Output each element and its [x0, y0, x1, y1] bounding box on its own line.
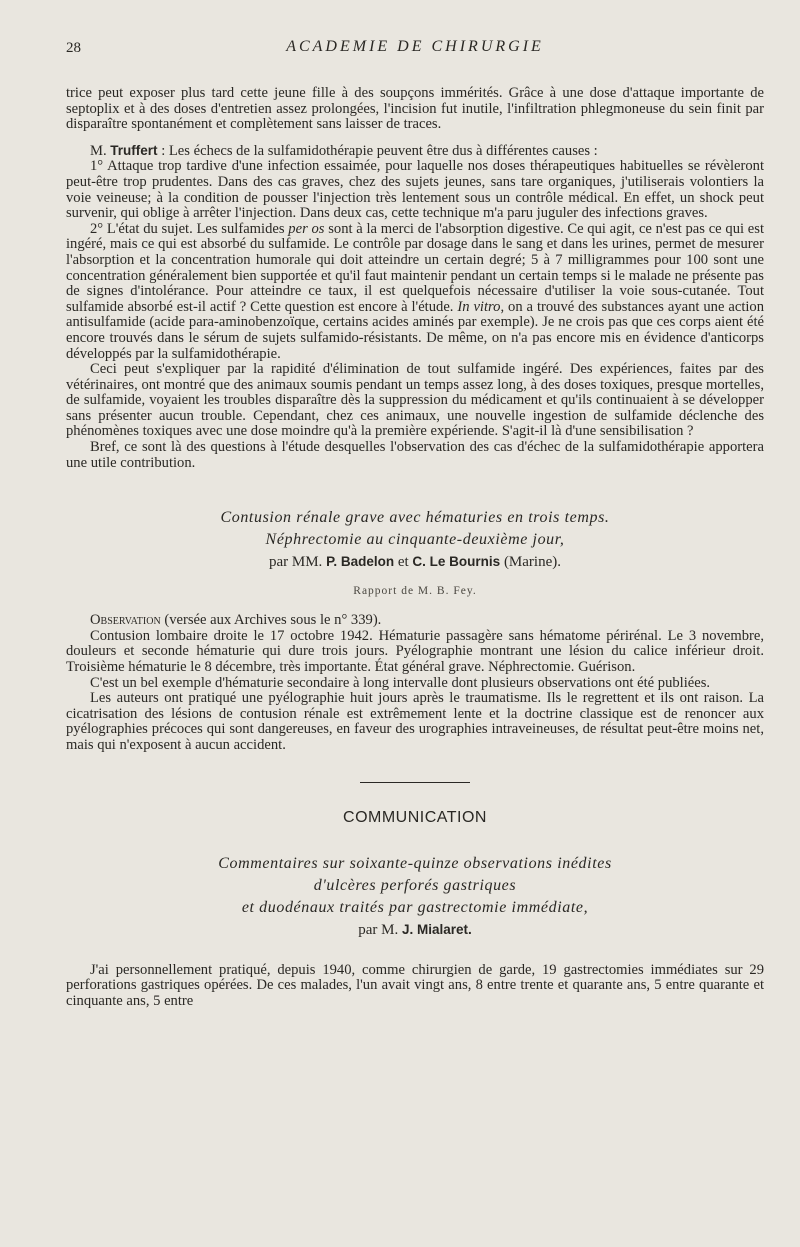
speaker-text: : Les échecs de la sulfamidothérapie peuvent être dus à différentes causes : [161, 142, 598, 159]
article-title-line-2: Néphrectomie au cinquante-deuxième jour, [265, 531, 565, 549]
communication-byline-par: par M. [358, 921, 399, 938]
author-le-bournis: C. Le Bournis [412, 554, 501, 570]
point2-per-os: per os [288, 220, 325, 237]
paragraph-auteurs: Les auteurs ont pratiqué une pyélographie huit jours après le traumatisme. Ils le regrettent et ils ont raison. La cicatrisation des lésions de contusion rénale est extrêmement lente et la doctrine classique est de renoncer aux pyélographies précoces qui sont dangereuses, en faveur des urographies intraveineuses, de résultat peut-être moins net, mais qui n'exposent à aucun accident. [66, 690, 764, 753]
communication-title-line-2: d'ulcères perforés gastriques [313, 876, 517, 894]
byline-et: et [397, 554, 409, 571]
article-byline [66, 551, 764, 573]
communication-title-line-3: et duodénaux traités par gastrectomie immédiate, [241, 898, 589, 916]
paragraph-ceci: Ceci peut s'expliquer par la rapidité d'élimination de tout sulfamide ingéré. Des expériences, faites par des vétérinaires, ont montré que des animaux soumis pendant un temps assez long, à des doses toxiques, presque mortelles, de sulfamide, voyaient les troubles disparaître dès la suppression du médicament et qu'ils continuaient à se développer sans présenter aucun trouble. Cependant, chez ces animaux, une nouvelle ingestion de sulfamide déclenche des phénomènes toxiques avec une dose moindre qu'à la première expériende. S'agit-il là d'une sensibilisation ? [66, 361, 764, 440]
author-badelon: P. Badelon [326, 554, 395, 570]
paragraph-communication-open: J'ai personnellement pratiqué, depuis 1940, comme chirurgien de garde, 19 gastrectomies immédiates sur 29 perforations gastriques opérées. De ces malades, l'un avait vingt ans, 8 entre trente et quarante ans, 5 entre quarante et cinquante ans, 5 entre [66, 961, 764, 1009]
page-number: 28 [66, 40, 81, 56]
observation-archive: (versée aux Archives sous le n° 339). [164, 612, 382, 629]
author-mialaret: J. Mialaret. [401, 921, 472, 937]
point2-text-a: 2° L'état du sujet. Les sulfamides [90, 220, 285, 237]
article-title-line-1: Contusion rénale grave avec hématuries en trois temps. [220, 509, 610, 527]
communication-heading: COMMUNICATION [343, 808, 487, 826]
journal-title: ACADEMIE DE CHIRURGIE [286, 38, 544, 55]
running-head [66, 36, 764, 64]
point2-text-b: sont à la merci de l'absorption digestive. Ce qui agit, ce n'est pas ce qui est ingéré, mais ce qui est absorbé du sulfamide. Le contrôle par dosage dans le sang et dans les urines, permet de mesurer l'absorption et la concentration humorale qui doit atteindre un certain degré; 5 à 7 milligrammes pour 100 sont une concentration généralement bien supportée et qu'il faut maintenir pendant un certain temps si le malade ne présente pas de signes d'intolérance. Pour atteindre ce taux, il est quelquefois nécessaire d'utiliser la voie sous-cutanée. Tout sulfamide absorbé est-il actif ? Cette question est encore à l'étude. [66, 220, 764, 315]
paragraph-observation [66, 613, 764, 629]
paragraph-point-2 [66, 222, 764, 362]
speaker-title: M. [90, 142, 107, 159]
speaker-name: Truffert [110, 142, 158, 158]
section-divider [360, 782, 470, 783]
paragraph-continuation: trice peut exposer plus tard cette jeune fille à des soupçons immérités. Grâce à une dose d'attaque importante de septoplix et à des doses d'entretien assez prolongées, l'incision fut inutile, l'infiltration phlegmoneuse du sein finit par disparaître spontanément et complètement sans laisser de traces. [66, 85, 764, 133]
rapport-line: Rapport de M. B. Fey. [353, 585, 477, 598]
paragraph-point-1: 1° Attaque trop tardive d'une infection essaimée, pour laquelle nos doses thérapeutiques habituelles se révèleront peut-être trop prudentes. Dans des cas graves, chez des sujets jeunes, sans tare organiques, j'utiliserais volontiers la voie veineuse; à la condition de pousser l'injection très lentement sous un contrôle médical. En effet, un shock peut survenir, qui oblige à arrêter l'injection. Dans deux cas, cette technique m'a paru juguler des infections graves. [66, 158, 764, 222]
byline-par: par MM. [268, 554, 323, 571]
paragraph-observation-body: Contusion lombaire droite le 17 octobre 1942. Hématurie passagère sans hématome périrénal. Le 3 novembre, douleurs et seconde hématurie qui dure trois jours. Pyélographie montrant une lésion du calice inférieur droit. Troisième hématurie le 8 décembre, très importante. État général grave. Néphrectomie. Guérison. [66, 627, 764, 676]
communication-byline [66, 919, 764, 941]
communication-title-line-1: Commentaires sur soixante-quinze observations inédites [218, 854, 612, 872]
byline-affiliation: (Marine). [503, 554, 561, 571]
point2-text-c: , on a trouvé des substances ayant une action antisulfamide (acide para-aminobenzoïque, certains acides aminés par exemple). Je ne crois pas que ces corps aient été encore trouvés dans le sérum de sujets sulfamido-résistants. De même, on n'a pas encore mis en évidence d'anticorps développés par la sulfamidothérapie. [66, 298, 765, 362]
paragraph-exemple: C'est un bel exemple d'hématurie secondaire à long intervalle dont plusieurs observations ont été publiées. [90, 674, 711, 691]
observation-label: Observation [90, 612, 161, 629]
paragraph-bref: Bref, ce sont là des questions à l'étude desquelles l'observation des cas d'échec de la sulfamidothérapie apportera une utile contribution. [66, 439, 764, 471]
point2-in-vitro: In vitro [457, 298, 501, 315]
paragraph-truffert [66, 143, 764, 160]
